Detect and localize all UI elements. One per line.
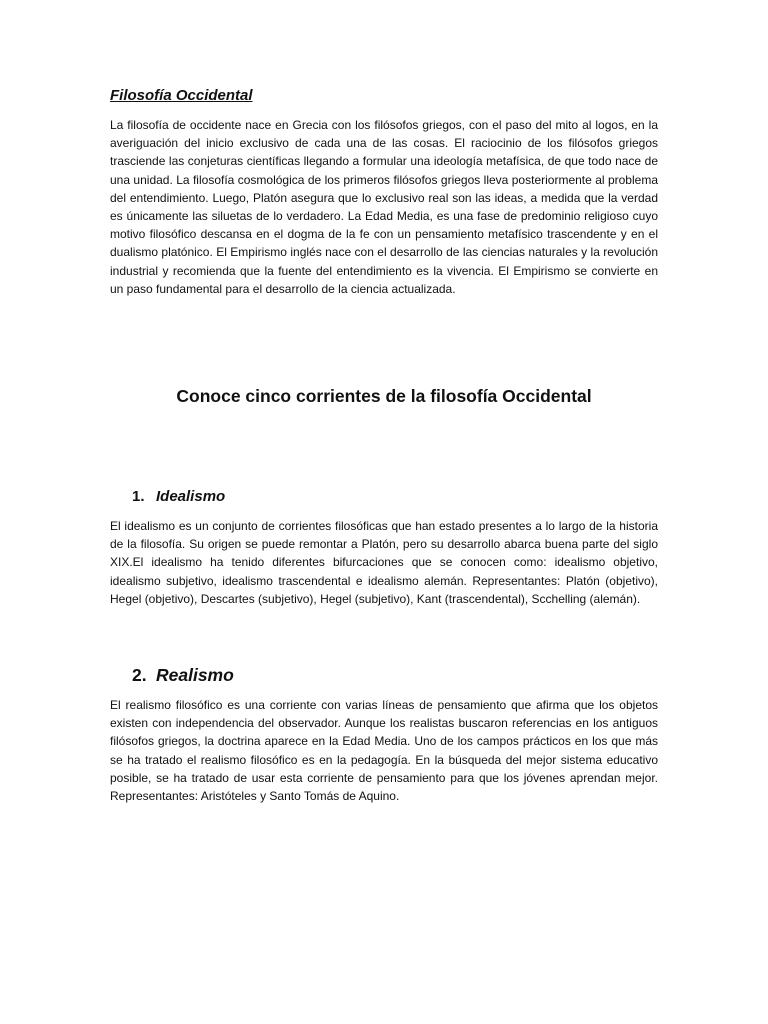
realismo-block — [110, 696, 658, 805]
heading-idealismo-number: 1. — [132, 488, 145, 505]
heading-idealismo — [132, 487, 225, 507]
document-title: Filosofía Occidental — [110, 87, 253, 104]
section-title: Conoce cinco corrientes de la filosofía Occidental — [176, 386, 592, 406]
heading-realismo-number: 2. — [132, 665, 147, 685]
heading-realismo-text: Realismo — [156, 665, 234, 685]
idealismo-block — [110, 517, 658, 608]
realismo-paragraph: El realismo filosófico es una corriente con varias líneas de pensamiento que afirma que los objetos existen con independencia del observador. Aunque los realistas buscaron referencias en los antiguos filósofos griegos, la doctrina aparece en la Edad Media. Uno de los campos prácticos en los que más se ha tratado el realismo filosófico es en la pedagogía. En la búsqueda del mejor sistema educativo posible, se ha tratado de usar esta corriente de pensamiento para que los jóvenes aprendan mejor. Representantes: Aristóteles y Santo Tomás de Aquino. — [110, 698, 658, 804]
heading-realismo — [132, 663, 234, 687]
document-content — [110, 86, 658, 804]
intro-paragraph: La filosofía de occidente nace en Grecia con los filósofos griegos, con el paso del mito al logos, en la averiguación del inicio exclusivo de cada una de las cosas. El raciocinio de los filósofos griegos trasciende las conjeturas científicas llegando a formular una ideología metafísica, de que todo nace de una unidad. La filosofía cosmológica de los primeros filósofos griegos lleva posteriormente al problema del entendimiento. Luego, Platón asegura que lo exclusivo real son las ideas, a medida que la verdad es únicamente las siluetas de lo verdadero. La Edad Media, es una fase de predominio religioso cuyo motivo filosófico descansa en el dogma de la fe con un pensamiento metafísico trascendente y en el dualismo platónico. El Empirismo inglés nace con el desarrollo de las ciencias naturales y la revolución industrial y recomienda que la fuente del entendimiento es la vivencia. El Empirismo se convierte en un paso fundamental para el desarrollo de la ciencia actualizada. — [110, 118, 658, 296]
heading-idealismo-text: Idealismo — [156, 488, 226, 505]
idealismo-paragraph: El idealismo es un conjunto de corrientes filosóficas que han estado presentes a lo largo de la historia de la filosofía. Su origen se puede remontar a Platón, pero su desarrollo abarca buena parte del siglo XIX.El idealismo ha tenido diferentes bifurcaciones que se conocen como: idealismo objetivo, idealismo subjetivo, idealismo trascendental e idealismo alemán. Representantes: Platón (objetivo), Hegel (objetivo), Descartes (subjetivo), Hegel (subjetivo), Kant (trascendental), Scchelling (alemán). — [110, 519, 658, 606]
